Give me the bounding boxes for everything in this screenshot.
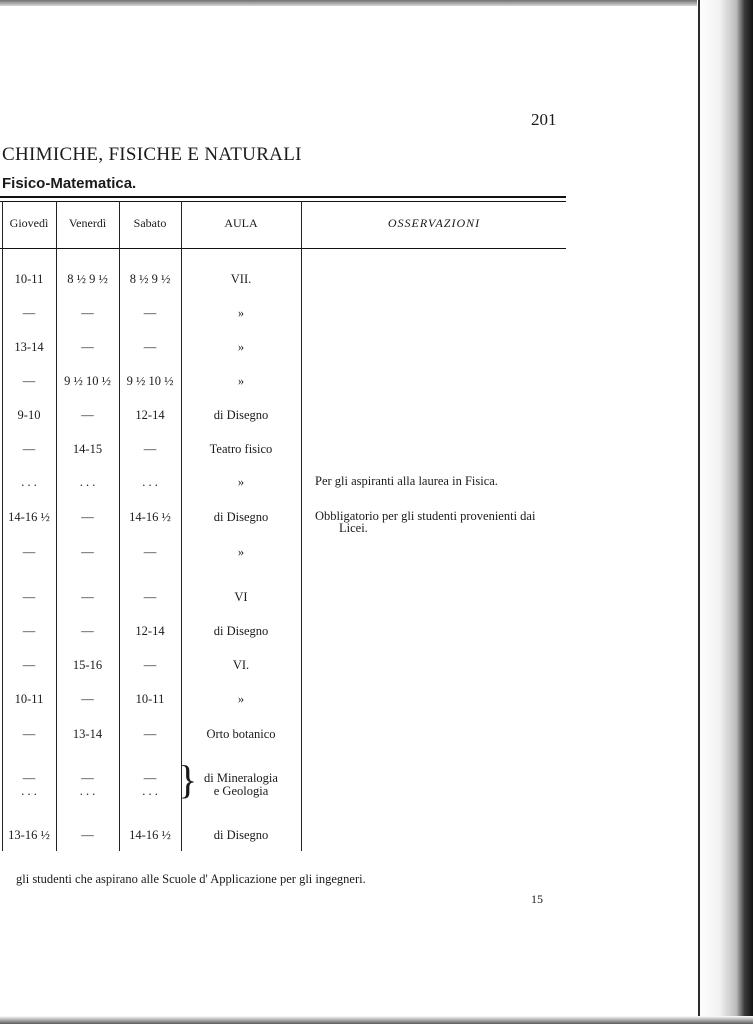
cell-giovedi: 13-16 ½ [8,828,50,842]
cell-aula: VI [234,590,248,604]
cell-giovedi: . . . [21,475,37,489]
cell-venerdi: — [81,340,94,354]
cell-aula: di Disegno [213,510,269,524]
section-title: CHIMICHE, FISICHE E NATURALI [2,144,302,165]
cell-sabato: — [143,306,157,320]
cell-aula: di Disegno [213,828,269,842]
cell-giovedi: 10-11 [14,692,44,706]
cell-aula: di Mineralogia [204,771,278,785]
cell-giovedi: — [22,590,36,604]
page-number: 201 [531,110,557,129]
cell-sabato: — [143,545,157,559]
header-bottom-rule [0,248,566,249]
cell-osservazioni [315,475,575,487]
cell-giovedi: 9-10 [17,408,41,422]
cell-aula: » [237,475,245,489]
cell-venerdi: 8 ½ 9 ½ [67,272,108,286]
cell-giovedi: 10-11 [14,272,44,286]
header-giovedi: Giovedì [9,216,49,230]
cell-aula: » [237,340,245,354]
note-line: Per gli aspiranti alla laurea in Fisica. [315,474,498,488]
column-line [56,201,57,851]
cell-venerdi: . . . [79,475,96,489]
cell-venerdi: — [81,306,94,320]
cell-venerdi: 13-14 [72,727,103,741]
cell-sabato: — [143,340,157,354]
signature-mark: 15 [531,892,543,906]
cell-giovedi: — [22,727,36,741]
cell-aula: Orto botanico [206,727,276,741]
cell-osservazioni [315,510,575,534]
cell-sabato: — [143,442,157,456]
cell-giovedi: 14-16 ½ [8,510,50,524]
cell-sabato: 12-14 [135,408,165,422]
column-line [119,201,120,851]
cell-aula: di Disegno [213,408,269,422]
column-line [2,201,3,851]
cell-venerdi: — [81,771,94,785]
note-line: Licei. [339,521,368,535]
table-top-rule [0,196,566,198]
cell-venerdi: — [81,590,94,604]
cell-sabato: . . . [142,475,158,489]
footnote: gli studenti che aspirano alle Scuole d' Applicazione per gli ingegneri. [16,872,366,886]
cell-giovedi: — [22,771,36,785]
cell-giovedi: — [22,545,36,559]
cell-venerdi: . . . [79,784,96,798]
cell-giovedi: — [22,374,36,388]
note-line: Obbligatorio per gli studenti provenienti dai [315,509,536,523]
column-line [181,201,182,851]
cell-aula: e Geologia [213,784,269,798]
cell-aula: » [237,545,245,559]
cell-sabato: — [143,658,157,672]
header-aula: AULA [224,216,258,230]
cell-sabato: 8 ½ 9 ½ [129,272,171,286]
cell-giovedi: 13-14 [14,340,44,354]
cell-venerdi: — [81,828,94,842]
cell-sabato: 14-16 ½ [129,510,171,524]
cell-sabato: 10-11 [135,692,165,706]
page-top-edge [0,0,753,6]
cell-aula: di Disegno [213,624,269,638]
cell-aula: » [237,374,245,388]
cell-venerdi: 15-16 [72,658,103,672]
cell-venerdi: 14-15 [72,442,103,456]
cell-venerdi: — [81,545,94,559]
faculty-heading: Fisico-Matematica. [2,175,137,192]
cell-giovedi: — [22,306,36,320]
cell-giovedi: — [22,658,36,672]
cell-giovedi: . . . [21,784,37,798]
cell-aula: VII. [230,272,252,286]
cell-sabato: 12-14 [135,624,165,638]
table-top-rule-thin [0,201,566,202]
cell-giovedi: — [22,442,36,456]
cell-venerdi: — [81,692,94,706]
cell-giovedi: — [22,624,36,638]
cell-sabato: — [143,727,157,741]
cell-sabato: . . . [142,784,158,798]
page-binding-edge [697,0,753,1024]
cell-aula: VI. [232,658,250,672]
cell-venerdi: — [81,408,94,422]
header-venerdi: Venerdì [68,216,107,230]
cell-sabato: — [143,590,157,604]
cell-aula: » [237,306,245,320]
page-bottom-edge [0,1016,753,1024]
cell-sabato: — [143,771,157,785]
header-sabato: Sabato [133,216,167,230]
cell-aula: » [237,692,245,706]
cell-venerdi: — [81,624,94,638]
cell-venerdi: 9 ½ 10 ½ [64,374,111,388]
column-line [301,201,302,851]
cell-sabato: 14-16 ½ [129,828,171,842]
header-osservazioni: OSSERVAZIONI [387,216,481,230]
cell-sabato: 9 ½ 10 ½ [126,374,174,388]
brace-mark: } [178,757,198,802]
page-binding-line [698,0,700,1024]
cell-aula: Teatro fisico [209,442,273,456]
cell-venerdi: — [81,510,94,524]
